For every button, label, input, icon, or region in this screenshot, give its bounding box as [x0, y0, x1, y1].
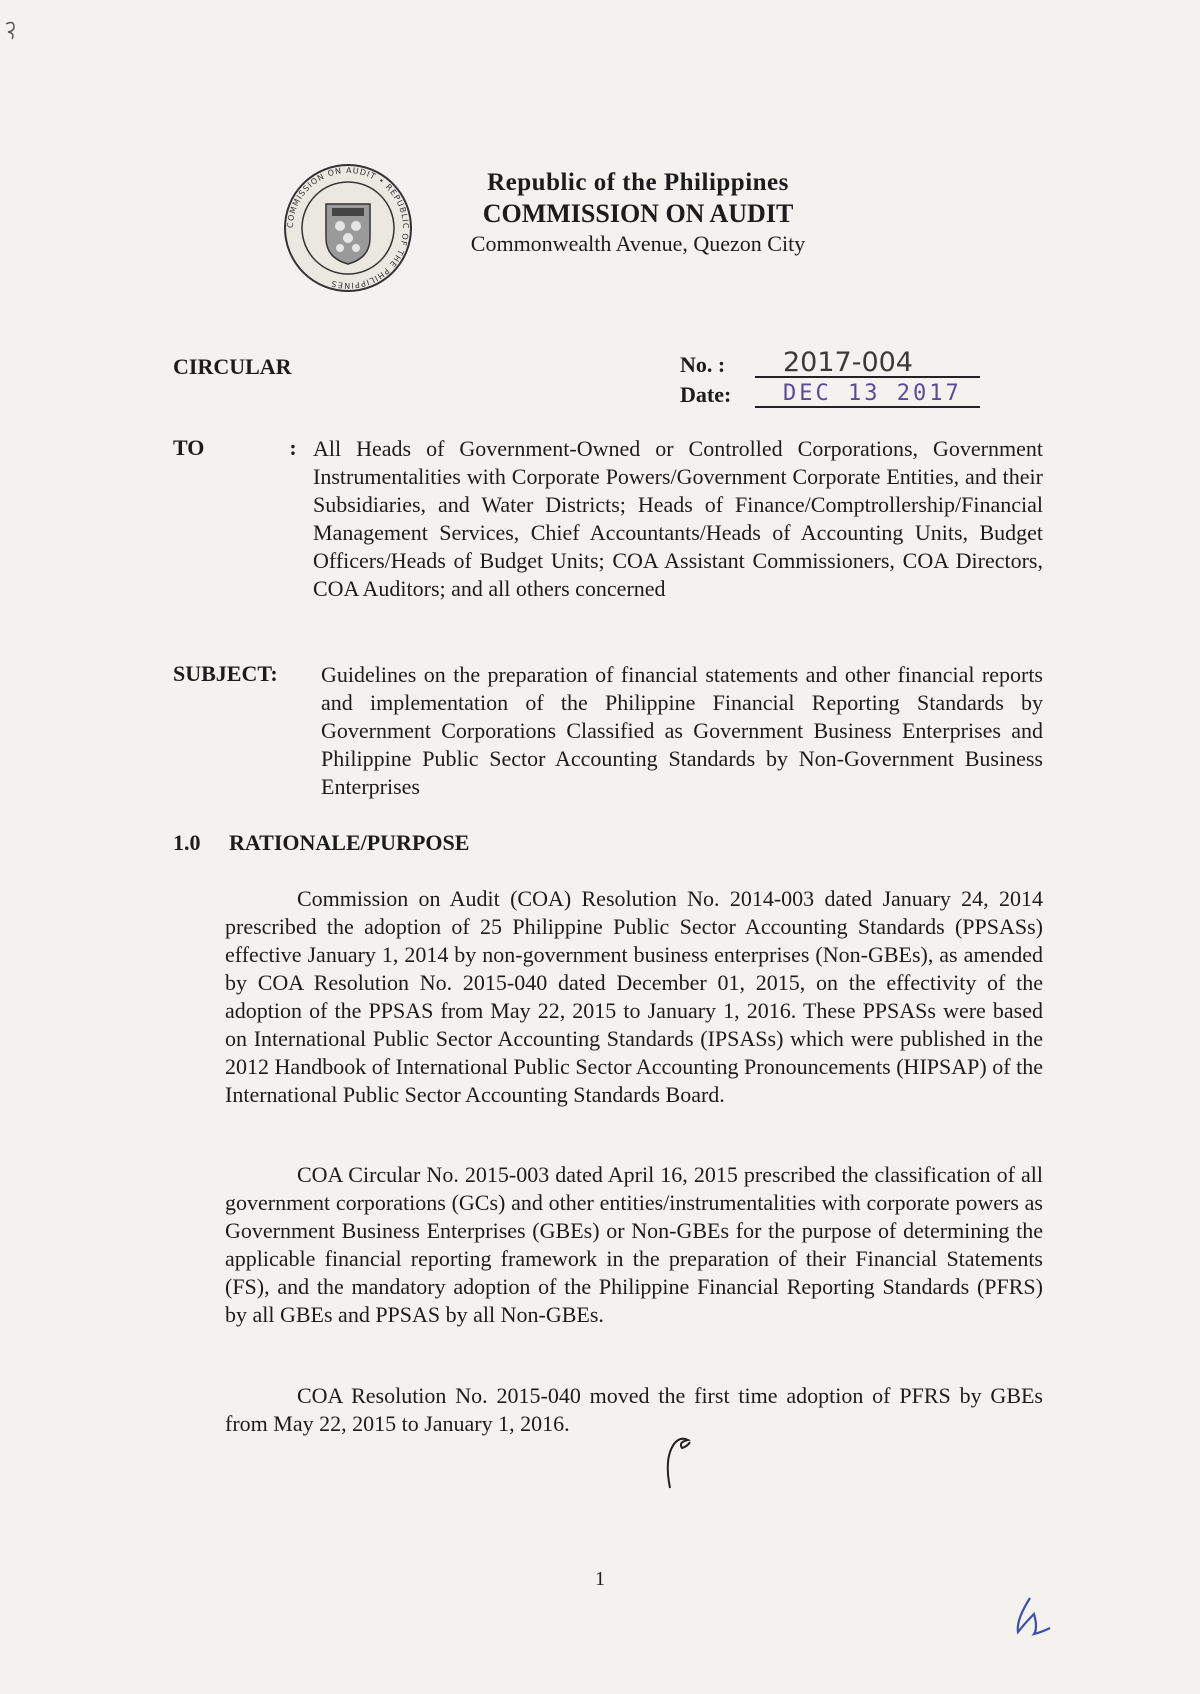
- paragraph: COA Circular No. 2015-003 dated April 16, 2015 prescribed the classification of all government corporations (GCs) and other entities/instrumentalities with corporate powers as Government Business Enterprises (GBEs) or Non-GBEs for the purpose of determining the applicable financial reporting framework in the preparation of their Financial Statements (FS), and the mandatory adoption of the Philippine Financial Reporting Standards (PFRS) by all GBEs and PPSAS by all Non-GBEs.: [225, 1162, 1043, 1327]
- circular-meta: [680, 348, 980, 408]
- circular-label: CIRCULAR: [173, 354, 292, 379]
- margin-mark-icon: [0, 14, 30, 44]
- section-title: RATIONALE/PURPOSE: [229, 830, 470, 855]
- corner-initial-icon: [1010, 1590, 1058, 1640]
- handwritten-initial-icon: [650, 1418, 710, 1498]
- page-number: 1: [595, 1568, 605, 1590]
- paragraph: Commission on Audit (COA) Resolution No. 2014-003 dated January 24, 2014 prescribed the adoption of 25 Philippine Public Sector Accounting Standards (PPSASs) effective January 1, 2014 by non-government business enterprises (Non-GBEs), as amended by COA Resolution No. 2015-040 dated December 01, 2015, on the effectivity of the adoption of the PPSAS from May 22, 2015 to January 1, 2016. These PPSASs were based on International Public Sector Accounting Standards (IPSASs) which were published in the 2012 Handbook of International Public Sector Accounting Pronouncements (HIPSAP) of the International Public Sector Accounting Standards Board.: [225, 886, 1043, 1107]
- agency-name: COMMISSION ON AUDIT: [482, 199, 794, 228]
- subject-text: Guidelines on the preparation of financial statements and other financial reports and implementation of the Philippine Financial Reporting Standards by Government Corporations Classified as Government Business Enterprises and Philippine Public Sector Accounting Standards by Non-Government Business Enterprises: [321, 662, 1043, 799]
- subject-section: [173, 661, 1043, 801]
- date-label: Date:: [680, 382, 732, 407]
- circular-number-row: [680, 348, 980, 378]
- letterhead: [428, 168, 848, 258]
- to-colon: :: [289, 435, 297, 460]
- date-stamp: DEC 13 2017: [783, 381, 962, 406]
- circular-number: 2017-004: [783, 347, 913, 378]
- subject-label: SUBJECT:: [173, 661, 278, 686]
- section-number: 1.0: [173, 830, 201, 855]
- agency-address: Commonwealth Avenue, Quezon City: [470, 231, 806, 256]
- to-recipients: All Heads of Government-Owned or Controlled Corporations, Government Instrumentalities with Corporate Powers/Government Corporate Entities, and their Subsidiaries, and Water Districts; Heads of Finance/Comptrollership/Financial Management Services, Chief Accountants/Heads of Accounting Units, Budget Officers/Heads of Budget Units; COA Assistant Commissioners, COA Directors, COA Auditors; and all others concerned: [313, 436, 1043, 601]
- number-label: No. :: [680, 352, 726, 377]
- to-label: TO: [173, 435, 205, 460]
- paragraph: COA Resolution No. 2015-040 moved the first time adoption of PFRS by GBEs from May 22, 2015 to January 1, 2016.: [225, 1383, 1043, 1436]
- coa-seal-icon: [282, 162, 414, 294]
- to-section: [173, 435, 1043, 603]
- section-heading: [173, 830, 469, 856]
- seal-text: COMMISSION ON AUDIT • REPUBLIC OF THE PHILIPPINES: [285, 165, 411, 291]
- republic-line: Republic of the Philippines: [487, 169, 789, 196]
- circular-date-row: [680, 378, 980, 408]
